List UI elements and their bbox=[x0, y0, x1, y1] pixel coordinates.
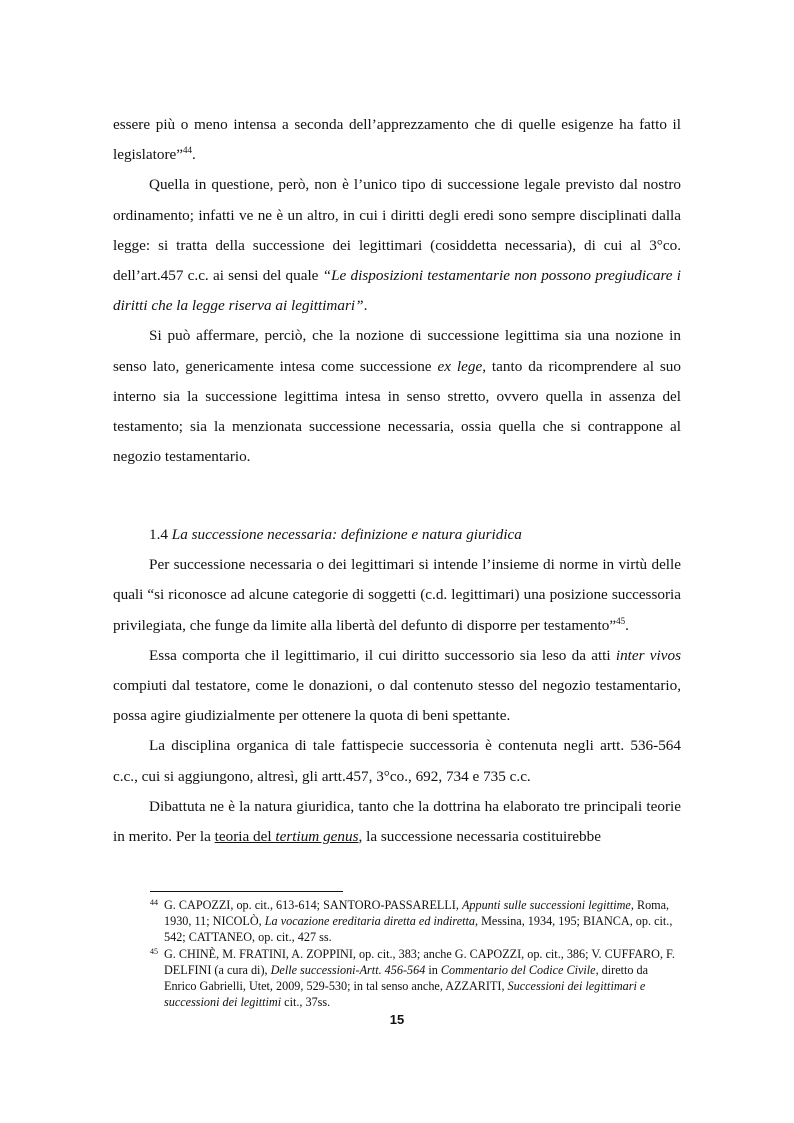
paragraph: Si può affermare, perciò, che la nozione di successione legittima sia una nozione in senso lato, genericamente intesa come successione ex lege, tanto da ricomprendere al suo interno sia la successione legittima intesa in senso stretto, ovvero quella in assenza del testamento; sia la menzionata successione necessaria, ossia quella che si contrappone al negozio testamentario. bbox=[113, 327, 681, 466]
footnotes bbox=[150, 897, 680, 1010]
footnote-number: 44 bbox=[150, 898, 158, 907]
page-number: 15 bbox=[389, 1012, 405, 1027]
footnote-number: 45 bbox=[150, 946, 158, 956]
footnote bbox=[150, 897, 680, 946]
paragraph: Quella in questione, però, non è l’unico tipo di successione legale previsto dal nostro ordinamento; infatti ve ne è un altro, in cui i diritti degli eredi sono sempre disciplinati dalla legge: si tratta della successione dei legittimari (cosiddetta necessaria), di cui al 3°co. dell’art.457 c.c. ai sensi del quale “Le disposizioni testamentarie non possono pregiudicare i diritti che la legge riserva ai legittimari”. bbox=[113, 176, 681, 315]
footnote-text: G. CAPOZZI, op. cit., 613-614; SANTORO-PASSARELLI, Appunti sulle successioni legittime, Roma, 1930, 11; NICOLÒ, La vocazione ereditaria diretta ed indiretta, Messina, 1934, 195; BIANCA, op. cit., 542; CATTANEO, op. cit., 427 ss. bbox=[164, 898, 673, 945]
paragraph: essere più o meno intensa a seconda dell’apprezzamento che di quelle esigenze ha fatto il legislatore”$^{44}$. bbox=[113, 116, 681, 164]
paragraph: Dibattuta ne è la natura giuridica, tanto che la dottrina ha elaborato tre principali teorie in merito. Per la teoria del tertium genus, la successione necessaria costituirebbe bbox=[113, 797, 681, 846]
section-number: 1.4 bbox=[149, 526, 168, 543]
footnote-ref[interactable]: 44 bbox=[183, 145, 192, 156]
body-text-top bbox=[113, 110, 681, 472]
body-text-bottom bbox=[113, 520, 681, 852]
footnote-text: G. CHINÈ, M. FRATINI, A. ZOPPINI, op. cit., 383; anche G. CAPOZZI, op. cit., 386; V. CUFFARO, F. DELFINI (a cura di), Delle successioni-Artt. 456-564 in Commentario del Codice Civile, diretto da Enrico Gabrielli, Utet, 2009, 529-530; in tal senso anche, AZZARITI, Successioni dei legittimari e successioni dei legittimi cit., 37ss. bbox=[164, 946, 675, 1010]
paragraph: La disciplina organica di tale fattispecie successoria è contenuta negli artt. 536-564 c.c., cui si aggiungono, altresì, gli artt.457, 3°co., 692, 734 e 735 c.c. bbox=[113, 737, 681, 785]
footnote bbox=[150, 946, 680, 1011]
hyperlink[interactable]: teoria del tertium genus bbox=[214, 828, 359, 846]
section-heading bbox=[113, 520, 681, 550]
section-title: La successione necessaria: definizione e natura giuridica bbox=[171, 526, 522, 543]
footnote-separator bbox=[150, 891, 343, 892]
paragraph: Per successione necessaria o dei legittimari si intende l’insieme di norme in virtù delle quali “si riconosce ad alcune categorie di soggetti (c.d. legittimari) una posizione successoria privilegiata, che funge da limite alla libertà del defunto di disporre per testamento”$^{45}$. bbox=[113, 556, 681, 634]
paragraph: Essa comporta che il legittimario, il cui diritto successorio sia leso da atti inter vivos compiuti dal testatore, come le donazioni, o dal contenuto stesso del negozio testamentario, possa agire giudizialmente per ottenere la quota di beni spettante. bbox=[113, 646, 682, 725]
quotation: “Le disposizioni testamentarie non possono pregiudicare i diritti che la legge riserva ai legittimari” bbox=[113, 267, 681, 315]
footnote-ref[interactable]: 45 bbox=[616, 615, 626, 626]
